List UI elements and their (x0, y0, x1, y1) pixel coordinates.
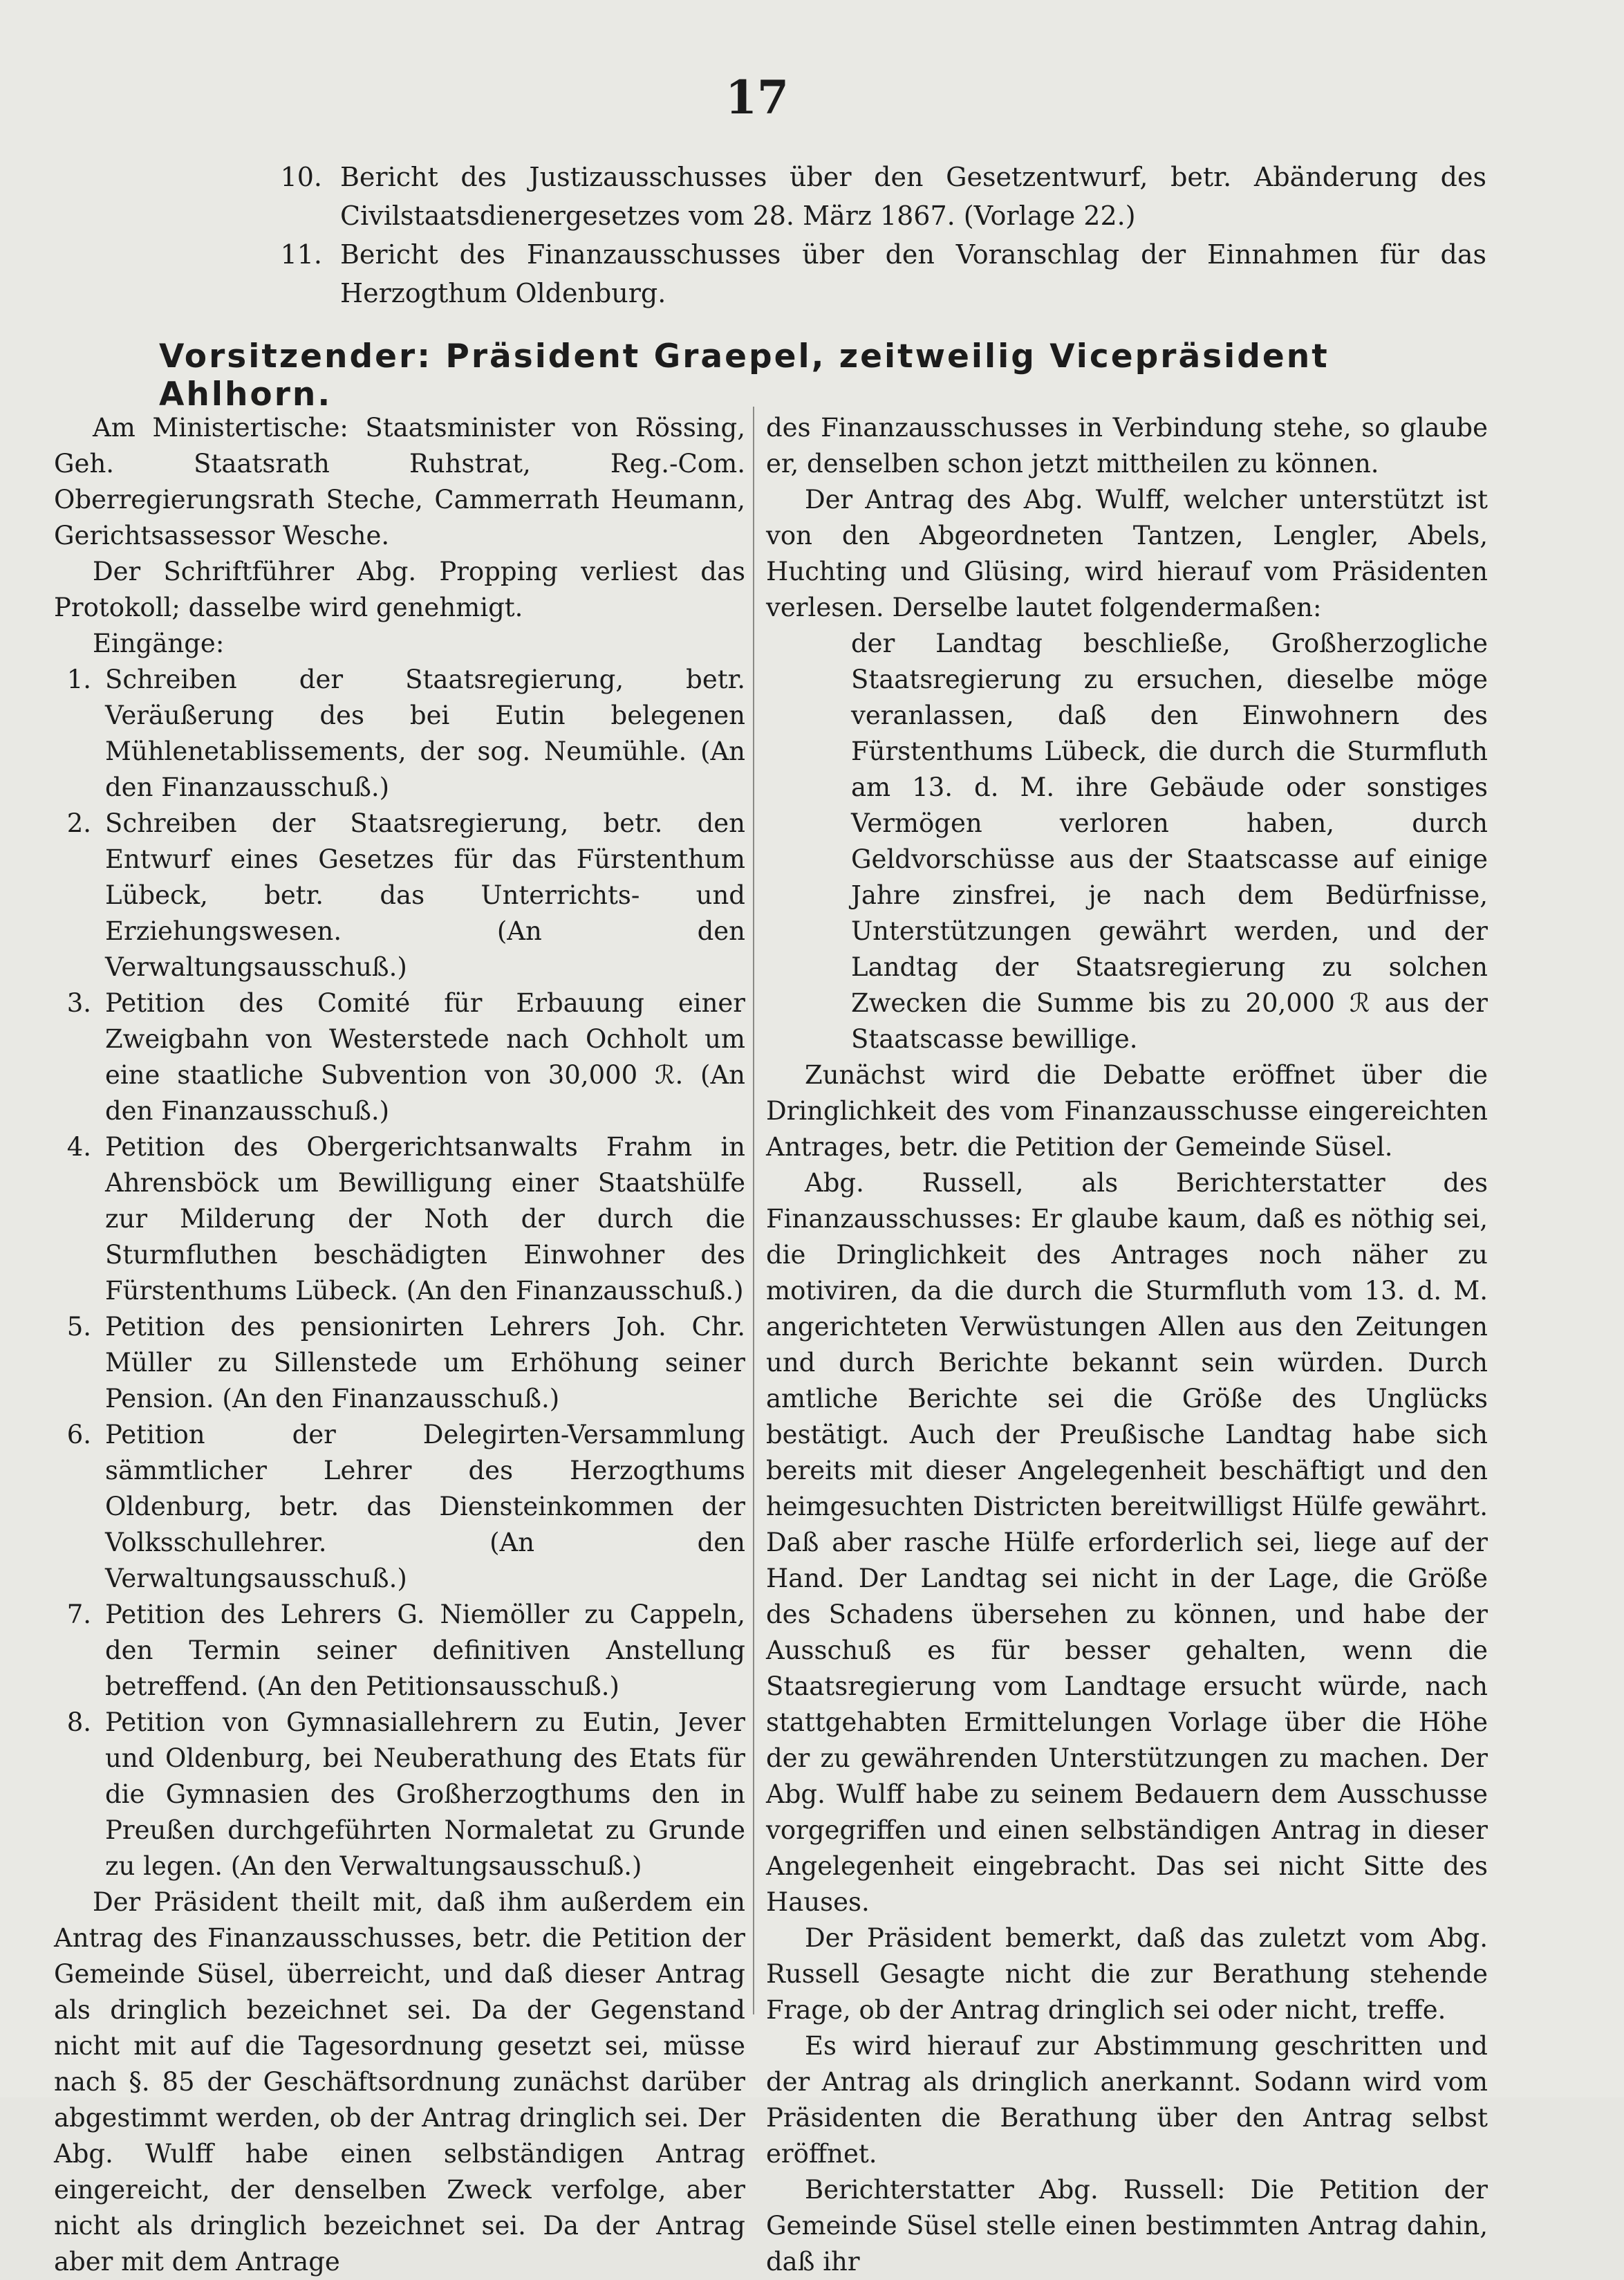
incoming-item-number: 1. (66, 665, 91, 694)
russell-statement-paragraph: Abg. Russell, als Berichterstatter des Finanzausschusses: Er glaube kaum, daß es nöthig sei, die Dringlichkeit des Antrages noch näher zu motiviren, da die durch die Sturmfluth vom 13. d. M. angerichteten Verwüstungen Allen aus den Zeitungen und durch Berichte bekannt sein würden. Durch amtliche Berichte sei die Größe des Unglücks bestätigt. Auch der Preußische Landtag habe sich bereits mit dieser Angelegenheit beschäftigt und den heimgesuchten Districten bereitwilligst Hülfe gewährt. Daß aber rasche Hülfe erforderlich sei, liege auf der Hand. Der Landtag sei nicht in der Lage, die Größe des Schadens übersehen zu können, und habe der Ausschuß es für besser gehalten, wenn die Staatsregierung vom Landtage ersucht würde, nach stattgehabten Ermittelungen Vorlage über die Höhe der zu gewährenden Unterstützungen zu machen. Der Abg. Wulff habe zu seinem Bedauern dem Ausschusse vorgegriffen und einen selbständigen Antrag in dieser Angelegenheit eingebracht. Das sei nicht Sitte des Hauses. (766, 1168, 1488, 1917)
incoming-item-number: 3. (66, 988, 91, 1018)
motion-quote: der Landtag beschließe, Großherzogliche Staatsregierung zu ersuchen, dieselbe möge veranlassen, daß den Einwohnern des Fürstenthums Lübeck, die durch die Sturmfluth am 13. d. M. ihre Gebäude oder sonstiges Vermögen verloren haben, durch Geldvorschüsse aus der Staatscasse auf einige Jahre zinsfrei, je nach dem Bedürfnisse, Unterstützungen gewährt werden, und der Landtag der Staatsregierung zu solchen Zwecken die Summe bis zu 20,000 ℛ aus der Staatscasse bewillige. (851, 629, 1488, 1054)
president-remark-paragraph: Der Präsident bemerkt, daß das zuletzt vom Abg. Russell Gesagte nicht die zur Berathung stehende Frage, ob der Antrag dringlich sei oder nicht, treffe. (766, 1923, 1488, 2025)
vote-paragraph: Es wird hierauf zur Abstimmung geschritten und der Antrag als dringlich anerkannt. Sodann wird vom Präsidenten die Berathung über den Antrag selbst eröffnet. (766, 2031, 1488, 2169)
incoming-item (54, 1309, 745, 1417)
agenda-item (83, 235, 1486, 313)
incoming-item-text: Petition der Delegirten-Versammlung sämmtlicher Lehrer des Herzogthums Oldenburg, betr. das Diensteinkommen der Volksschullehrer. (An den Verwaltungsausschuß.) (105, 1420, 745, 1593)
russell-report-paragraph: Berichterstatter Abg. Russell: Die Petition der Gemeinde Süsel stelle einen bestimmten Antrag dahin, daß ihr (766, 2175, 1488, 2277)
agenda-item-number: 10. (280, 162, 322, 192)
incoming-item-number: 6. (66, 1420, 91, 1449)
president-note-paragraph: Der Präsident theilt mit, daß ihm außerdem ein Antrag des Finanzausschusses, betr. die Petition der Gemeinde Süsel, überreicht, und daß dieser Antrag als dringlich bezeichnet sei. Da der Gegenstand nicht mit auf die Tagesordnung gesetzt sei, müsse nach §. 85 der Geschäftsordnung zunächst darüber abgestimmt werden, ob der Antrag dringlich sei. Der Abg. Wulff habe einen selbständigen Antrag eingereicht, der denselben Zweck verfolge, aber nicht als dringlich bezeichnet sei. Da der Antrag aber mit dem Antrage (54, 1887, 745, 2277)
incoming-item-number: 7. (66, 1600, 91, 1629)
incoming-item-text: Petition des Comité für Erbauung einer Zweigbahn von Westerstede nach Ochholt um eine staatliche Subvention von 30,000 ℛ. (An den Finanzausschuß.) (105, 988, 745, 1126)
column-divider (753, 407, 754, 2014)
incoming-item (54, 1129, 745, 1309)
agenda-item (83, 158, 1486, 235)
debate-paragraph: Zunächst wird die Debatte eröffnet über die Dringlichkeit des vom Finanzausschusse eingereichten Antrages, betr. die Petition der Gemeinde Süsel. (766, 1060, 1488, 1162)
agenda-item-text: Bericht des Justizausschusses über den Gesetzentwurf, betr. Abänderung des Civilstaatsdienergesetzes vom 28. März 1867. (Vorlage 22.) (340, 162, 1486, 231)
incoming-item (54, 1417, 745, 1597)
left-column (54, 410, 745, 2280)
agenda-item-text: Bericht des Finanzausschusses über den Voranschlag der Einnahmen für das Herzogthum Oldenburg. (340, 239, 1486, 308)
agenda-item-number: 11. (280, 239, 322, 270)
incoming-item-text: Petition von Gymnasiallehrern zu Eutin, Jever und Oldenburg, bei Neuberathung des Etats für die Gymnasien des Großherzogthums den in Preußen durchgeführten Normaletat zu Grunde zu legen. (An den Verwaltungsausschuß.) (105, 1707, 745, 1881)
incoming-item (54, 1705, 745, 1884)
agenda-list (83, 158, 1486, 313)
incoming-item-number: 2. (66, 808, 91, 838)
ministers-paragraph: Am Ministertische: Staatsminister von Rössing, Geh. Staatsrath Ruhstrat, Reg.-Com. Oberregierungsrath Steche, Cammerrath Heumann, Gerichtsassessor Wesche. (54, 413, 745, 550)
right-column (766, 410, 1488, 2280)
incoming-item-text: Petition des pensionirten Lehrers Joh. Chr. Müller zu Sillenstede um Erhöhung seiner Pension. (An den Finanzausschuß.) (105, 1312, 745, 1414)
incoming-item (54, 1597, 745, 1705)
incoming-item-number: 8. (66, 1707, 91, 1737)
incoming-item-text: Schreiben der Staatsregierung, betr. den Entwurf eines Gesetzes für das Fürstenthum Lübeck, betr. das Unterrichts- und Erziehungswesen. (An den Verwaltungsausschuß.) (105, 808, 745, 982)
protocol-paragraph: Der Schriftführer Abg. Propping verliest das Protokoll; dasselbe wird genehmigt. (54, 557, 745, 622)
incoming-item (54, 662, 745, 806)
wulff-motion-paragraph: Der Antrag des Abg. Wulff, welcher unterstützt ist von den Abgeordneten Tantzen, Lengler, Abels, Huchting und Glüsing, wird hierauf vom Präsidenten verlesen. Derselbe lautet folgendermaßen: (766, 485, 1488, 622)
incoming-heading: Eingänge: (93, 629, 225, 658)
incoming-item (54, 806, 745, 985)
incoming-item-text: Petition des Lehrers G. Niemöller zu Cappeln, den Termin seiner definitiven Anstellung betreffend. (An den Petitionsausschuß.) (105, 1600, 745, 1701)
incoming-item-number: 5. (66, 1312, 91, 1342)
continuation-paragraph: des Finanzausschusses in Verbindung stehe, so glaube er, denselben schon jetzt mittheilen zu können. (766, 413, 1488, 479)
incoming-item-text: Petition des Obergerichtsanwalts Frahm in Ahrensböck um Bewilligung einer Staatshülfe zur Milderung der Noth der durch die Sturmfluthen beschädigten Einwohner des Fürstenthums Lübeck. (An den Finanzausschuß.) (105, 1132, 745, 1306)
incoming-item-text: Schreiben der Staatsregierung, betr. Veräußerung des bei Eutin belegenen Mühlenetablissements, der sog. Neumühle. (An den Finanzausschuß.) (105, 665, 745, 802)
page-number: 17 (725, 71, 789, 124)
chair-heading: Vorsitzender: Präsident Graepel, zeitweilig Vicepräsident Ahlhorn. (159, 337, 1329, 414)
incoming-item (54, 985, 745, 1129)
incoming-item-number: 4. (66, 1132, 91, 1162)
